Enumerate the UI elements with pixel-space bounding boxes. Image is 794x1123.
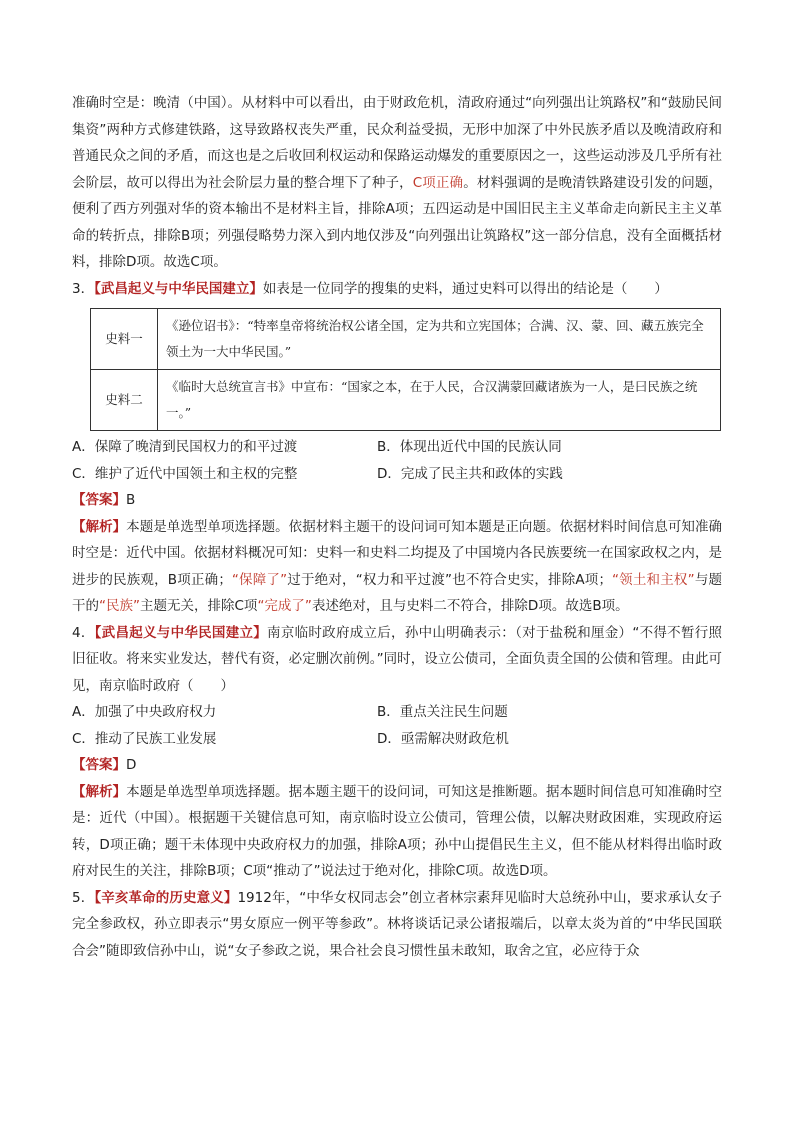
table-row-label: 史料二 bbox=[91, 370, 158, 431]
question-3-options bbox=[72, 434, 722, 487]
table-row bbox=[91, 309, 721, 370]
question-3-answer: 【答案】B bbox=[72, 492, 136, 508]
question-tag: 【武昌起义与中华民国建立】 bbox=[94, 624, 268, 641]
question-3-analysis: 【解析】本题是单选型单项选择题。依据材料主题干的设问词可知本题是正向题。依据材料时间信息可知准确时空是：近代中国。依据材料概况可知：史料一和史料二均提及了中国境内各民族要统一在国家政权之内，是进步的民族观，B项正确；“保障了”过于绝对，“权力和平过渡”也不符合史实，排除A项；“领土和主权”与题干的“民族”主题无关，排除C项“完成了”表述绝对，且与史料二不符合，排除D项。故选B项。 bbox=[72, 518, 723, 614]
option-c: C．维护了近代中国领土和主权的完整 bbox=[72, 465, 298, 482]
table-row-text: 《临时大总统宣言书》中宣布：“国家之本，在于人民，合汉满蒙回藏诸族为一人，是曰民族之统一。” bbox=[158, 370, 721, 431]
option-a: A．加强了中央政府权力 bbox=[72, 704, 217, 720]
table-row-text: 《逊位诏书》：“特率皇帝将统治权公诸全国，定为共和立宪国体；合满、汉、蒙、回、藏五族完全领土为一大中华民国。” bbox=[158, 309, 721, 370]
table-row-label: 史料一 bbox=[91, 309, 158, 370]
option-d: D．亟需解决财政危机 bbox=[377, 730, 509, 747]
source-table bbox=[90, 308, 721, 431]
option-b: B．重点关注民生问题 bbox=[377, 704, 508, 720]
option-c: C．推动了民族工业发展 bbox=[72, 730, 217, 747]
question-4-answer: 【答案】D bbox=[72, 757, 137, 773]
question-3-stem: 3．【武昌起义与中华民国建立】如表是一位同学的搜集的史料，通过史料可以得出的结论是（ ） bbox=[72, 280, 668, 297]
question-tag: 【武昌起义与中华民国建立】 bbox=[94, 280, 263, 297]
question-4-stem: 4．【武昌起义与中华民国建立】南京临时政府成立后，孙中山明确表示：（对于盐税和厘金）“不得不暂行照旧征收。将来实业发达，替代有资，必定删次前例。”同时，设立公债司，全面负责全国的公债和管理。由此可见，南京临时政府（ ） bbox=[72, 624, 723, 694]
q2-analysis-continued: 准确时空是：晚清（中国）。从材料中可以看出，由于财政危机，清政府通过“向列强出让筑路权”和“鼓励民间集资”两种方式修建铁路，这导致路权丧失严重，民众利益受损，无形中加深了中外民族矛盾以及晚清政府和普通民众之间的矛盾，而这也是之后收回利权运动和保路运动爆发的重要原因之一，这些运动涉及几乎所有社会阶层，故可以得出为社会阶层力量的整合埋下了种子，C项正确。材料强调的是晚清铁路建设引发的问题，便利了西方列强对华的资本输出不是材料主旨，排除A项；五四运动是中国旧民主主义革命走向新民主主义革命的转折点，排除B项；列强侵略势力深入到内地仅涉及“向列强出让筑路权”这一部分信息，没有全面概括材料，排除D项。故选C项。 bbox=[72, 95, 723, 270]
question-tag: 【辛亥革命的历史意义】 bbox=[94, 889, 238, 906]
content-area bbox=[72, 90, 722, 964]
option-b: B．体现出近代中国的民族认同 bbox=[377, 439, 562, 455]
table-row bbox=[91, 370, 721, 431]
question-4-analysis: 【解析】本题是单选型单项选择题。据本题主题干的设问词，可知这是推断题。据本题时间信息可知准确时空是：近代（中国）。根据题干关键信息可知，南京临时设立公债司，管理公债，以解决财政困难，实现政府运转，D项正确；题干未体现中央政府权力的加强，排除A项；孙中山提倡民生主义，但不能从材料得出临时政府对民生的关注，排除B项；C项“推动了”说法过于绝对化，排除C项。故选D项。 bbox=[72, 783, 723, 879]
question-5-stem: 5．【辛亥革命的历史意义】1912年，“中华女权同志会”创立者林宗素拜见临时大总统孙中山，要求承认女子完全参政权，孙立即表示“男女原应一例平等参政”。林将谈话记录公诸报端后，以章太炎为首的“中华民国联合会”随即致信孙中山，说“女子参政之说，果合社会良习惯性虽未敢知，取舍之宜，必应待于众 bbox=[72, 889, 723, 959]
option-d: D．完成了民主共和政体的实践 bbox=[377, 465, 563, 482]
option-a: A．保障了晚清到民国权力的和平过渡 bbox=[72, 439, 298, 455]
question-4-options bbox=[72, 699, 722, 752]
